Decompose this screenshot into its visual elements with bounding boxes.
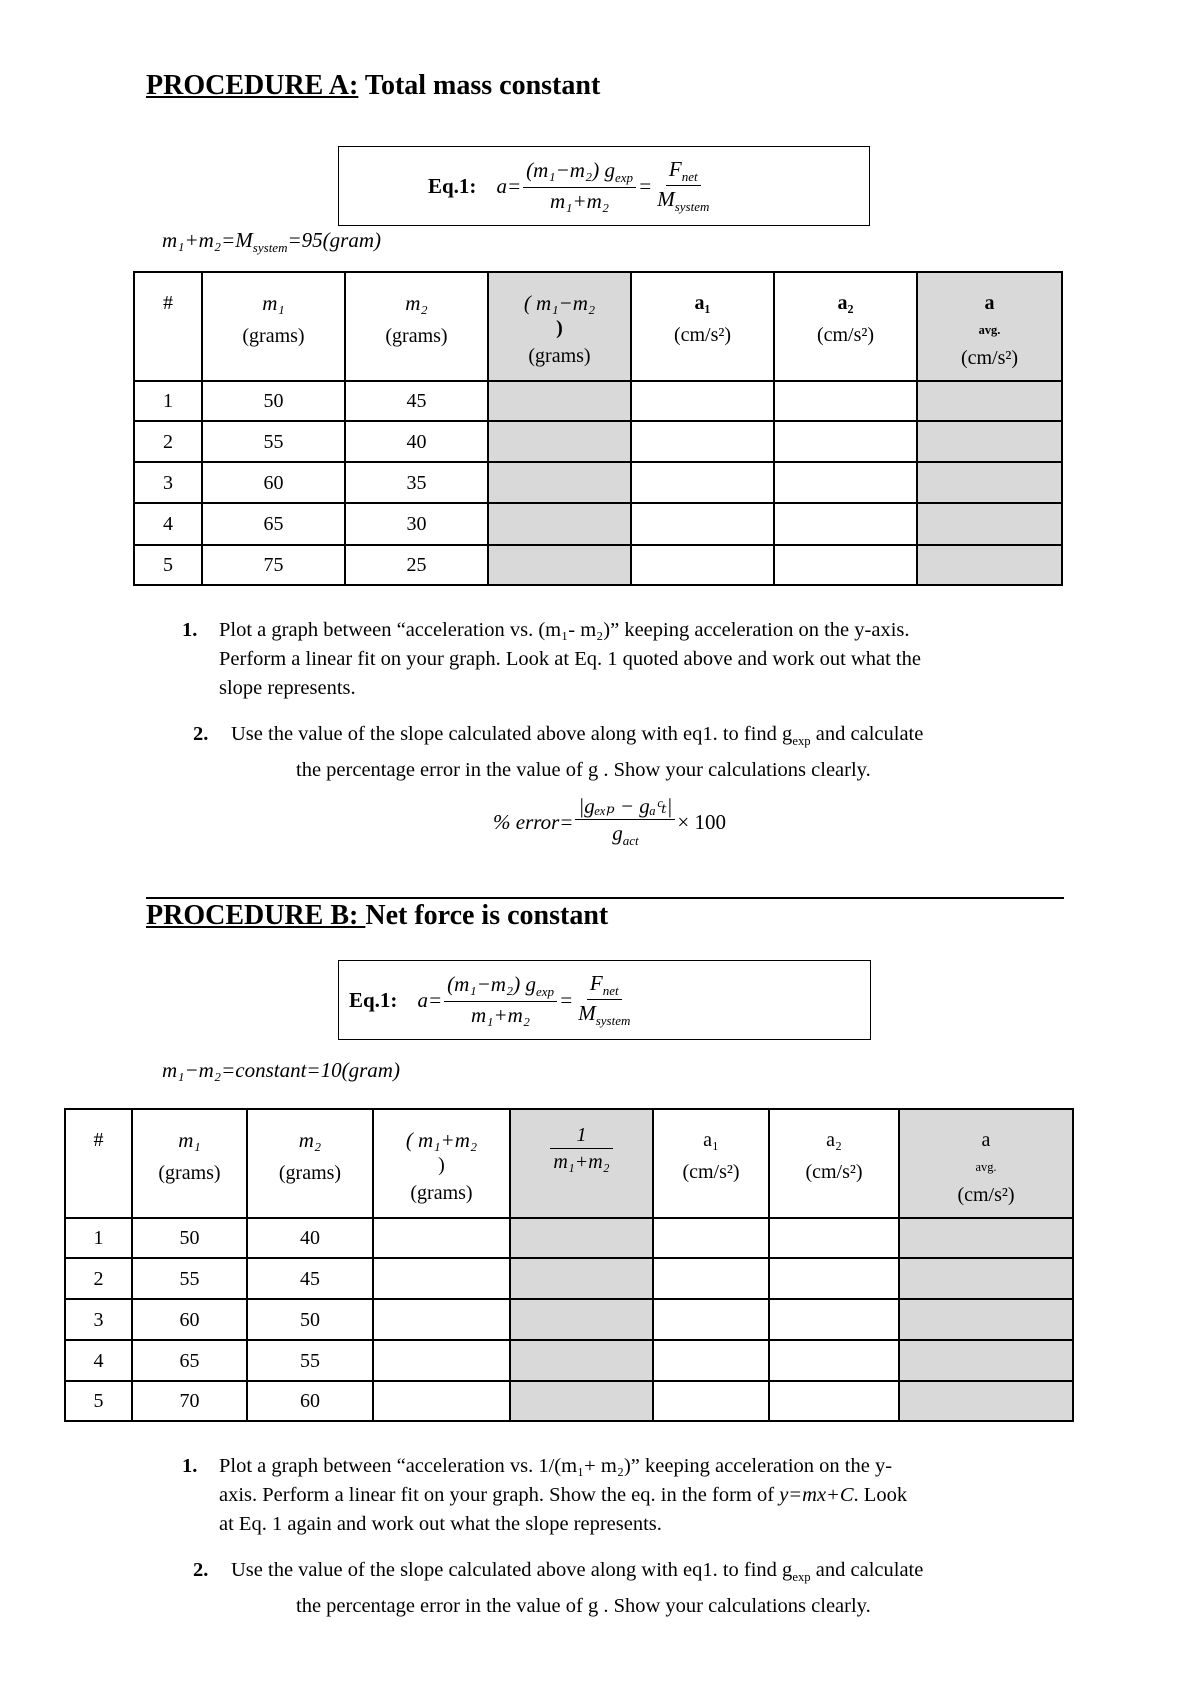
item-line-sub: exp [792, 1570, 811, 1585]
cell-a2[interactable] [774, 545, 917, 585]
item-line: Use the value of the slope calculated above along with eq1. to find g [231, 1559, 793, 1581]
procedure-b-constraint [162, 1058, 400, 1083]
cell-aavg[interactable] [917, 462, 1062, 503]
cell-number: 4 [134, 503, 202, 545]
cell-a2[interactable] [774, 381, 917, 421]
procedure-a-constraint-lhs: m₁+m₂=M [162, 228, 253, 252]
equation-fraction-left [444, 973, 557, 1027]
equation-label: Eq.1: [349, 987, 398, 1012]
procedure-a-item-2-number [193, 720, 208, 749]
header-a2-unit: (cm/s²) [816, 324, 875, 346]
item-line-sub: exp [792, 734, 811, 749]
header-number-text: # [93, 1129, 104, 1151]
item-number: 1. [182, 1455, 198, 1477]
equation-equals: = [638, 173, 653, 198]
header-a1 [631, 272, 774, 381]
item-line: the percentage error in the value of g . Show your calculations clearly. [296, 1595, 871, 1618]
cell-m2: 60 [247, 1381, 373, 1421]
cell-m2: 50 [247, 1299, 373, 1340]
section-divider [146, 897, 1064, 899]
header-inverse-numerator: 1 [550, 1124, 612, 1149]
procedure-a-table [133, 271, 1063, 586]
header-m1 [132, 1109, 247, 1218]
cell-inverse-sum[interactable] [510, 1218, 653, 1258]
header-a1-unit: (cm/s²) [673, 324, 732, 346]
equation-force-sub: net [602, 982, 619, 998]
header-diff-close: ) [556, 317, 563, 339]
cell-m2: 25 [345, 545, 488, 585]
cell-a2[interactable] [769, 1218, 899, 1258]
item-line: axis. Perform a linear fit on your graph. Show the eq. in the form of [219, 1484, 780, 1506]
header-a-avg [917, 272, 1062, 381]
equation-mass: M [657, 187, 675, 211]
cell-aavg[interactable] [917, 503, 1062, 545]
header-m2 [345, 272, 488, 381]
procedure-b-header-row [65, 1109, 1073, 1218]
cell-a1[interactable] [653, 1258, 769, 1299]
procedure-a-constraint-value: =95(gram) [287, 228, 381, 252]
item-line: slope represents. [219, 677, 356, 699]
cell-a2[interactable] [769, 1381, 899, 1421]
header-a1-text: a₁ [703, 1129, 719, 1151]
procedure-b-heading [146, 900, 608, 932]
percent-error-formula [493, 790, 726, 854]
table-row [65, 1381, 1073, 1421]
cell-number: 1 [65, 1218, 132, 1258]
item-number: 2. [193, 1559, 209, 1581]
header-aavg-text: a [981, 1129, 991, 1151]
equation-lhs: a= [417, 987, 443, 1012]
equation-mass: M [578, 1001, 596, 1025]
item-number: 2. [193, 723, 209, 745]
header-m1-unit: (grams) [158, 1162, 221, 1184]
cell-inverse-sum[interactable] [510, 1340, 653, 1381]
procedure-b-item-1 [219, 1452, 1079, 1539]
item-line: Use the value of the slope calculated above along with eq1. to find g [231, 723, 793, 745]
header-a2 [774, 272, 917, 381]
cell-m2: 45 [345, 381, 488, 421]
cell-m1: 70 [132, 1381, 247, 1421]
cell-a1[interactable] [631, 545, 774, 585]
header-inverse-sum [510, 1109, 653, 1218]
header-a1 [653, 1109, 769, 1218]
item-line-end: and calculate [810, 1559, 924, 1581]
table-row [134, 381, 1062, 421]
procedure-b-heading-title: Net force is constant [365, 900, 609, 931]
table-row [65, 1299, 1073, 1340]
header-a2 [769, 1109, 899, 1218]
cell-sum[interactable] [373, 1340, 510, 1381]
cell-number: 1 [134, 381, 202, 421]
error-denominator-sub: act [622, 833, 639, 849]
cell-m1: 55 [132, 1258, 247, 1299]
cell-m2: 40 [345, 421, 488, 462]
equation-numerator: (m₁−m₂) g [526, 158, 615, 183]
item-line: Plot a graph between “acceleration vs. 1/(m₁+ m₂)” keeping acceleration on the y- [219, 1455, 893, 1477]
equation-denominator: m₁+m₂ [471, 1002, 531, 1027]
cell-a1[interactable] [631, 381, 774, 421]
procedure-b-equation [349, 968, 635, 1032]
table-row [65, 1340, 1073, 1381]
cell-m2: 40 [247, 1218, 373, 1258]
header-aavg-unit: (cm/s²) [957, 1184, 1015, 1207]
procedure-a-heading-prefix: PROCEDURE A: [146, 70, 359, 101]
cell-a2[interactable] [769, 1299, 899, 1340]
cell-m1: 65 [202, 503, 345, 545]
header-m1-text: m₁ [178, 1128, 201, 1152]
header-a2-text: a₂ [837, 292, 854, 314]
cell-diff[interactable] [488, 462, 631, 503]
cell-m2: 30 [345, 503, 488, 545]
header-aavg-sub: avg. [978, 323, 1001, 337]
equation-force: F [668, 156, 682, 181]
table-row [134, 503, 1062, 545]
header-a1-text: a₁ [694, 292, 711, 314]
procedure-a-constraint [162, 228, 381, 256]
equation-fraction-right [654, 158, 712, 215]
cell-number: 2 [65, 1258, 132, 1299]
header-diff-unit: (grams) [528, 345, 591, 367]
procedure-a-item-2 [231, 720, 1091, 785]
cell-a2[interactable] [774, 462, 917, 503]
equation-denominator: m₁+m₂ [550, 188, 610, 213]
procedure-a-header-row [134, 272, 1062, 381]
header-aavg-sub: avg. [975, 1160, 997, 1174]
cell-inverse-sum[interactable] [510, 1381, 653, 1421]
cell-a1[interactable] [653, 1340, 769, 1381]
cell-a2[interactable] [774, 503, 917, 545]
item-line: Plot a graph between “acceleration vs. (m₁- m₂)” keeping acceleration on the y-axis. [219, 619, 910, 641]
item-line: at Eq. 1 again and work out what the slope represents. [219, 1513, 662, 1535]
header-mass-difference [488, 272, 631, 381]
header-m2-unit: (grams) [385, 325, 448, 347]
cell-sum[interactable] [373, 1299, 510, 1340]
error-numerator: |gₑₓₚ − gₐᶜₜ| [575, 795, 675, 820]
header-aavg-unit: (cm/s²) [960, 347, 1019, 370]
cell-m1: 65 [132, 1340, 247, 1381]
header-a-avg [899, 1109, 1073, 1218]
equation-force: F [589, 970, 603, 995]
equation-equals: = [559, 987, 574, 1012]
item-line-end: and calculate [810, 723, 924, 745]
table-row [65, 1258, 1073, 1299]
error-tail: × 100 [677, 809, 727, 834]
cell-m1: 50 [202, 381, 345, 421]
header-m2 [247, 1109, 373, 1218]
cell-inverse-sum[interactable] [510, 1258, 653, 1299]
cell-a2[interactable] [769, 1340, 899, 1381]
header-diff-text: ( m₁−m₂ [523, 291, 596, 315]
procedure-a-constraint-sub: system [252, 240, 288, 256]
equation-lhs: a= [496, 173, 522, 198]
header-sum-unit: (grams) [410, 1182, 473, 1204]
cell-sum[interactable] [373, 1381, 510, 1421]
cell-a1[interactable] [631, 421, 774, 462]
header-sum-text: ( m₁+m₂ [405, 1128, 478, 1152]
procedure-b-heading-prefix: PROCEDURE B: [146, 900, 366, 931]
header-a1-unit: (cm/s²) [682, 1161, 740, 1183]
cell-aavg[interactable] [899, 1258, 1073, 1299]
cell-m2: 35 [345, 462, 488, 503]
cell-a1[interactable] [653, 1299, 769, 1340]
cell-m2: 55 [247, 1340, 373, 1381]
cell-diff[interactable] [488, 421, 631, 462]
header-m1 [202, 272, 345, 381]
header-sum-close: ) [438, 1154, 445, 1176]
procedure-b-item-2 [231, 1556, 1091, 1621]
cell-m2: 45 [247, 1258, 373, 1299]
cell-aavg[interactable] [899, 1340, 1073, 1381]
header-a2-unit: (cm/s²) [805, 1161, 863, 1183]
cell-number: 3 [134, 462, 202, 503]
table-row [134, 462, 1062, 503]
header-m2-unit: (grams) [278, 1162, 342, 1184]
cell-aavg[interactable] [917, 421, 1062, 462]
header-number [134, 272, 202, 381]
cell-diff[interactable] [488, 381, 631, 421]
header-number [65, 1109, 132, 1218]
equation-fraction-left [523, 159, 636, 213]
cell-a1[interactable] [653, 1381, 769, 1421]
cell-m1: 60 [132, 1299, 247, 1340]
cell-aavg[interactable] [899, 1299, 1073, 1340]
equation-numerator-sub: exp [535, 984, 555, 1000]
procedure-b-constraint-text: m₁−m₂=constant=10(gram) [162, 1058, 400, 1082]
equation-fraction-right [575, 972, 633, 1029]
table-row [134, 421, 1062, 462]
procedure-b-table [64, 1108, 1074, 1422]
cell-aavg[interactable] [917, 381, 1062, 421]
header-a2-text: a₂ [826, 1129, 842, 1151]
cell-sum[interactable] [373, 1258, 510, 1299]
cell-number: 2 [134, 421, 202, 462]
cell-number: 4 [65, 1340, 132, 1381]
header-number-text: # [163, 292, 173, 314]
header-m1-text: m₁ [262, 291, 285, 315]
procedure-a-equation [428, 154, 714, 218]
header-m2-text: m₂ [405, 291, 428, 315]
cell-inverse-sum[interactable] [510, 1299, 653, 1340]
equation-force-sub: net [681, 168, 698, 184]
header-m2-text: m₂ [298, 1128, 322, 1152]
item-line-end: . Look [853, 1484, 908, 1506]
cell-a2[interactable] [774, 421, 917, 462]
procedure-a-heading [146, 70, 600, 102]
procedure-a-item-1 [219, 616, 1079, 703]
item-number: 1. [182, 619, 198, 641]
equation-label: Eq.1: [428, 173, 477, 198]
item-line: Perform a linear fit on your graph. Look at Eq. 1 quoted above and work out what the [219, 648, 921, 670]
cell-aavg[interactable] [899, 1218, 1073, 1258]
cell-m1: 60 [202, 462, 345, 503]
error-denominator: g [612, 821, 623, 846]
cell-a1[interactable] [631, 462, 774, 503]
cell-number: 3 [65, 1299, 132, 1340]
header-mass-sum [373, 1109, 510, 1218]
cell-diff[interactable] [488, 545, 631, 585]
equation-numerator: (m₁−m₂) g [447, 972, 536, 997]
cell-a2[interactable] [769, 1258, 899, 1299]
cell-diff[interactable] [488, 503, 631, 545]
cell-m1: 75 [202, 545, 345, 585]
cell-aavg[interactable] [899, 1381, 1073, 1421]
cell-a1[interactable] [631, 503, 774, 545]
error-lhs: % error= [493, 809, 574, 834]
procedure-a-item-1-number [182, 616, 197, 645]
cell-number: 5 [134, 545, 202, 585]
table-row [134, 545, 1062, 585]
cell-m1: 50 [132, 1218, 247, 1258]
procedure-b-item-1-number [182, 1452, 197, 1481]
procedure-b-item-2-number [193, 1556, 208, 1585]
header-aavg-text: a [984, 292, 995, 314]
equation-mass-sub: system [595, 1013, 631, 1029]
cell-a1[interactable] [653, 1218, 769, 1258]
cell-number: 5 [65, 1381, 132, 1421]
header-inverse-denominator: m₁+m₂ [553, 1151, 610, 1173]
cell-sum[interactable] [373, 1218, 510, 1258]
error-fraction [575, 795, 675, 849]
cell-m1: 55 [202, 421, 345, 462]
equation-mass-sub: system [674, 199, 710, 215]
cell-aavg[interactable] [917, 545, 1062, 585]
procedure-a-heading-title: Total mass constant [358, 70, 601, 101]
equation-numerator-sub: exp [614, 170, 634, 186]
table-row [65, 1218, 1073, 1258]
item-line: the percentage error in the value of g . Show your calculations clearly. [296, 759, 871, 782]
item-line-equation: y=mx+C [779, 1484, 854, 1506]
header-m1-unit: (grams) [242, 325, 305, 347]
